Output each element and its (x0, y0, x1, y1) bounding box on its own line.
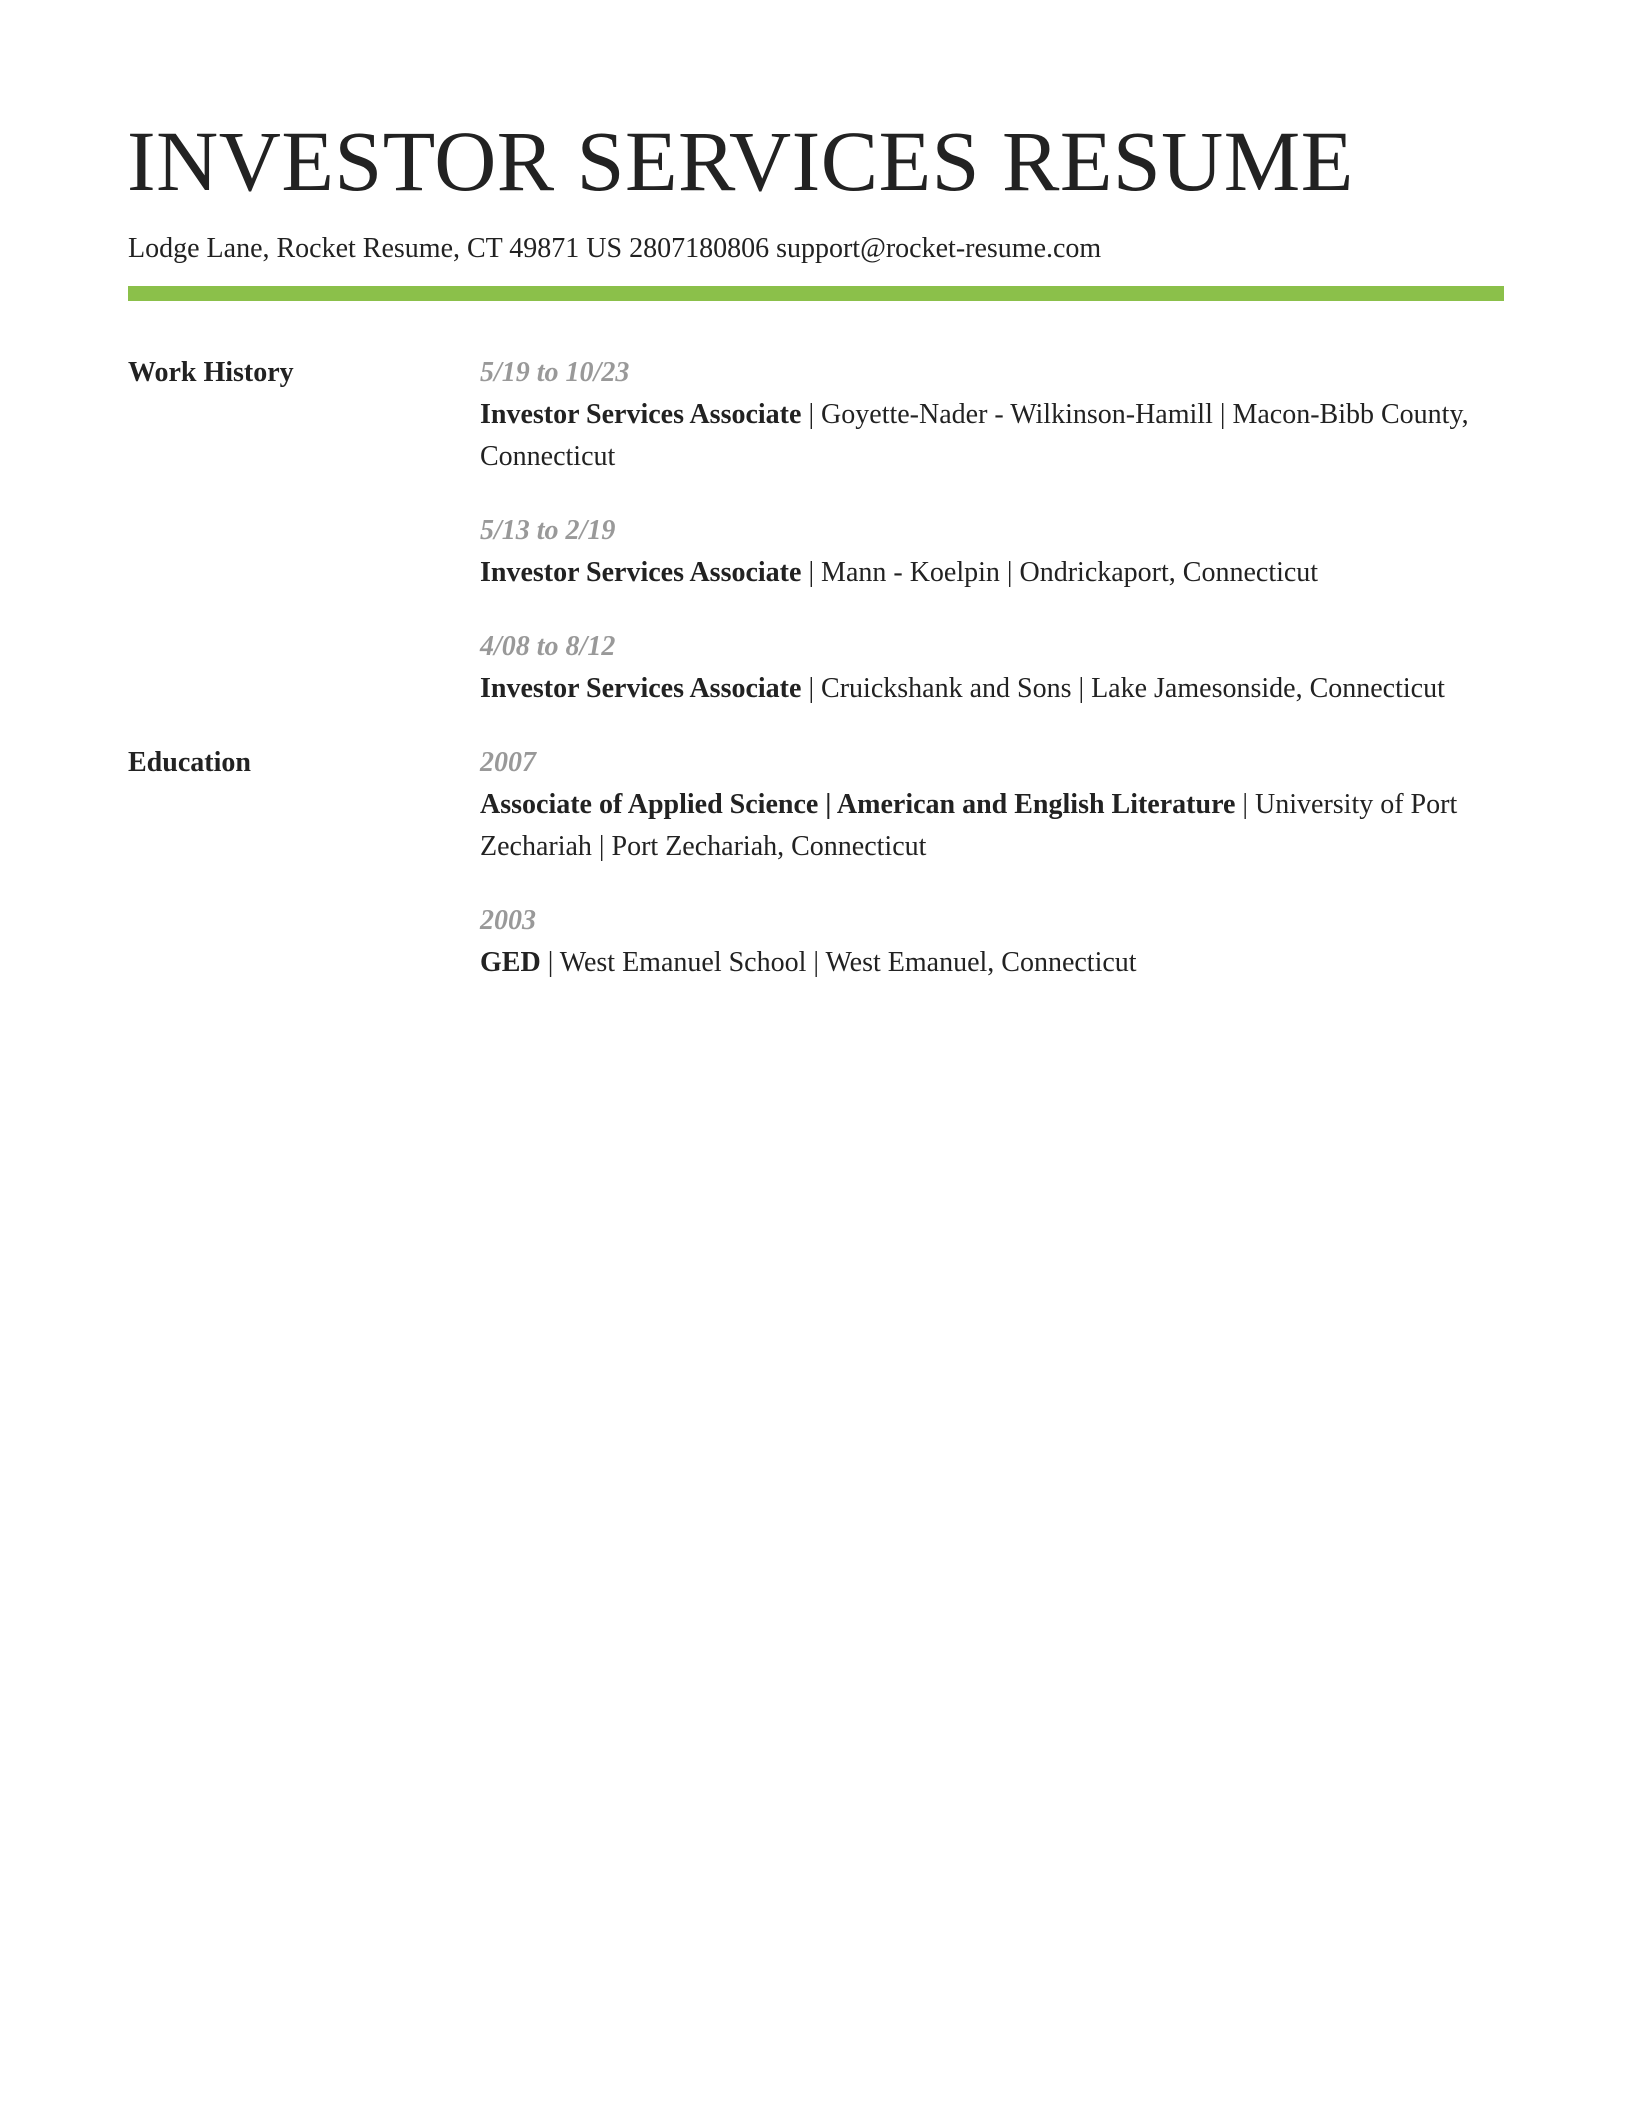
education-entry (480, 742, 1504, 868)
entry-text (480, 784, 1504, 868)
work-history-entries (480, 352, 1504, 742)
entry-date: 2007 (480, 747, 536, 778)
entry-text (480, 394, 1504, 478)
entry-details: | Mann - Koelpin | Ondrickaport, Connecticut (801, 557, 1319, 588)
entry-date: 5/13 to 2/19 (480, 515, 616, 546)
resume-content (128, 352, 1504, 1016)
work-entry (480, 626, 1504, 710)
entry-details: | Goyette-Nader - Wilkinson-Hamill | Macon-Bibb County, Connecticut (480, 399, 1469, 472)
entry-text (480, 552, 1504, 594)
entry-degree: Associate of Applied Science | American and English Literature (480, 789, 1236, 820)
contact-line: Lodge Lane, Rocket Resume, CT 49871 US 2807180806 support@rocket-resume.com (128, 233, 1102, 264)
entry-details: | University of Port Zechariah | Port Zechariah, Connecticut (480, 789, 1458, 862)
work-history-section (128, 352, 1504, 742)
entry-job-title: Investor Services Associate (480, 557, 802, 588)
education-entries (480, 742, 1504, 1016)
section-label-work-history: Work History (128, 357, 294, 388)
education-section (128, 742, 1504, 1016)
entry-job-title: Investor Services Associate (480, 399, 802, 430)
entry-date: 2003 (480, 905, 536, 936)
entry-date: 5/19 to 10/23 (480, 357, 630, 388)
entry-details: | West Emanuel School | West Emanuel, Connecticut (540, 947, 1137, 978)
entry-degree: GED (480, 947, 541, 978)
entry-text (480, 668, 1504, 710)
entry-text (480, 942, 1504, 984)
page-title: INVESTOR SERVICES RESUME (127, 113, 1354, 209)
entry-job-title: Investor Services Associate (480, 673, 802, 704)
entry-date: 4/08 to 8/12 (480, 631, 616, 662)
entry-details: | Cruickshank and Sons | Lake Jamesonside, Connecticut (801, 673, 1445, 704)
section-label-education: Education (128, 747, 251, 778)
education-entry (480, 900, 1504, 984)
work-entry (480, 352, 1504, 478)
work-entry (480, 510, 1504, 594)
accent-divider (128, 286, 1504, 301)
